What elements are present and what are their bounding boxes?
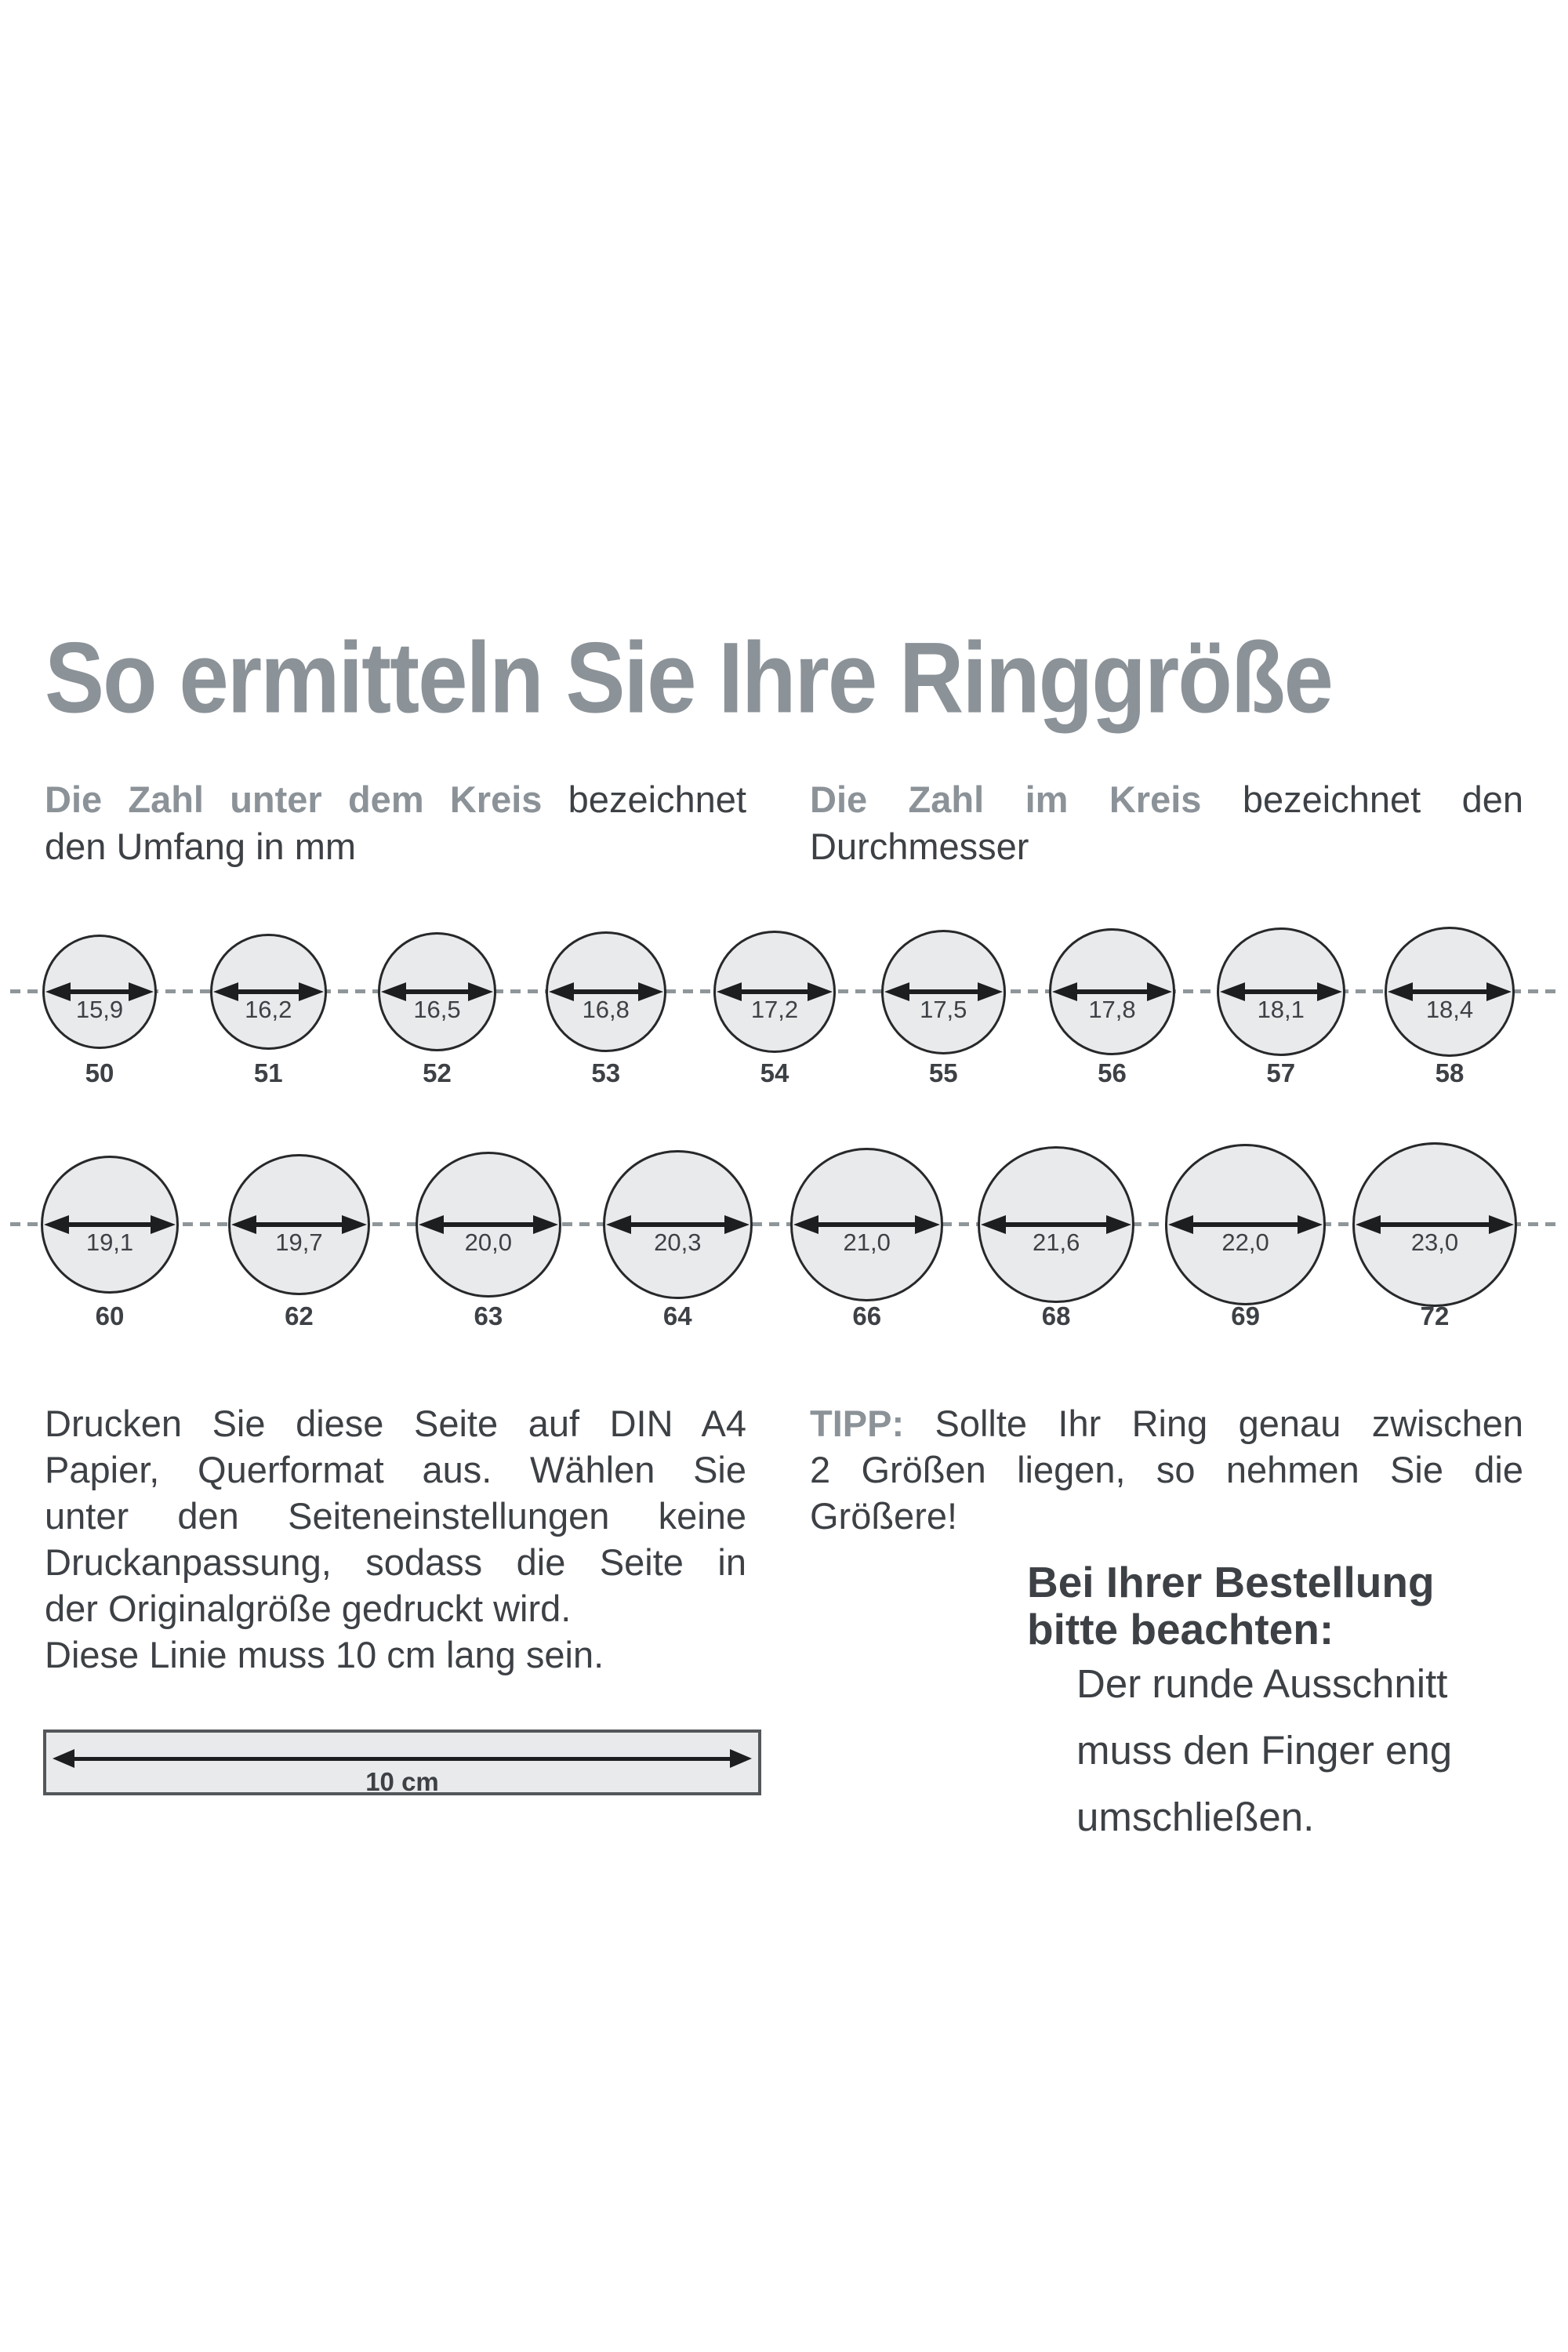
- circumference-label: 68: [1041, 1301, 1071, 1330]
- diameter-value: 19,7: [275, 1228, 323, 1256]
- circumference-label: 60: [95, 1301, 125, 1330]
- tip-line1: [810, 1400, 1523, 1446]
- ring-circle: [1385, 927, 1515, 1058]
- arrow-shaft: [238, 989, 299, 994]
- arrow-shaft: [1413, 989, 1487, 994]
- arrow-shaft: [71, 989, 129, 994]
- circumference-label: 69: [1231, 1301, 1260, 1330]
- tip-note: [810, 1400, 1523, 1539]
- circumference-label: 64: [662, 1301, 692, 1330]
- ring-circle: [42, 935, 157, 1049]
- intro-right-rest: bezeichnet den: [1242, 779, 1524, 820]
- ring-circle: [603, 1150, 753, 1300]
- ring-circle: [1352, 1142, 1517, 1307]
- ring-circle: [978, 1146, 1134, 1303]
- tip-line2: 2 Größen liegen, so nehmen Sie die: [810, 1449, 1523, 1490]
- print-instructions-line: unter den Seiteneinstellungen keine: [45, 1495, 746, 1537]
- circumference-label: 66: [852, 1301, 882, 1330]
- circumference-label: 58: [1435, 1058, 1465, 1087]
- arrow-shaft: [1381, 1222, 1489, 1227]
- intro-left-column: [45, 776, 746, 870]
- arrow-shaft: [74, 1757, 730, 1761]
- print-instructions-line: Druckanpassung, sodass die Seite in: [45, 1541, 746, 1583]
- diameter-value: 15,9: [75, 996, 124, 1023]
- arrowhead-left-icon: [53, 1749, 74, 1768]
- print-instructions: [45, 1400, 746, 1678]
- ring-circle: [378, 932, 496, 1051]
- ruler-arrow-icon: [53, 1749, 752, 1768]
- arrow-shaft: [406, 989, 468, 994]
- circumference-label: 72: [1420, 1301, 1450, 1330]
- ring-circle: [228, 1154, 370, 1296]
- diameter-value: 17,5: [920, 996, 967, 1023]
- tip-label: TIPP:: [810, 1403, 905, 1444]
- print-instructions-line: Drucken Sie diese Seite auf DIN A4: [45, 1403, 746, 1444]
- arrow-shaft: [1245, 989, 1317, 994]
- arrow-shaft: [1077, 989, 1148, 994]
- intro-left-line2: den Umfang in mm: [45, 826, 357, 867]
- diameter-value: 20,0: [464, 1228, 513, 1256]
- ring-circle: [790, 1148, 943, 1301]
- diameter-value: 22,0: [1221, 1228, 1269, 1256]
- circumference-label: 50: [85, 1058, 114, 1087]
- arrowhead-right-icon: [730, 1749, 752, 1768]
- circumference-label: 55: [928, 1058, 958, 1087]
- intro-right-highlight: Die Zahl im Kreis: [810, 779, 1202, 820]
- order-note-body-line: umschließen.: [1076, 1795, 1315, 1839]
- diameter-value: 23,0: [1410, 1228, 1459, 1256]
- print-instructions-line: Diese Linie muss 10 cm lang sein.: [45, 1634, 604, 1675]
- ring-circle: [881, 930, 1006, 1054]
- ruler-label: 10 cm: [365, 1767, 439, 1796]
- order-note-body: [1076, 1650, 1547, 1850]
- arrow-shaft: [631, 1222, 724, 1227]
- circumference-label: 53: [591, 1058, 621, 1087]
- diameter-value: 17,2: [750, 995, 799, 1023]
- intro-left-highlight: Die Zahl unter dem Kreis: [45, 779, 543, 820]
- arrow-shaft: [444, 1222, 533, 1227]
- circumference-label: 56: [1098, 1058, 1127, 1087]
- diameter-value: 21,0: [843, 1228, 891, 1256]
- arrow-shaft: [574, 989, 638, 994]
- circumference-label: 54: [760, 1058, 789, 1087]
- tip-text: Sollte Ihr Ring genau zwischen: [935, 1403, 1523, 1444]
- intro-right-line2: Durchmesser: [810, 826, 1029, 867]
- diameter-value: 21,6: [1032, 1228, 1080, 1256]
- intro-right-line1: [810, 776, 1523, 823]
- ring-circle: [1217, 927, 1345, 1056]
- diameter-value: 19,1: [85, 1229, 134, 1256]
- diameter-value: 18,1: [1257, 995, 1305, 1023]
- diameter-value: 17,8: [1088, 995, 1136, 1023]
- diameter-value: 20,3: [654, 1228, 702, 1256]
- order-note-body-line: Der runde Ausschnitt: [1076, 1661, 1448, 1706]
- print-instructions-line: der Originalgröße gedruckt wird.: [45, 1588, 572, 1629]
- intro-left-rest: bezeichnet: [568, 779, 747, 820]
- order-note-heading: [1027, 1559, 1544, 1653]
- arrow-shaft: [1193, 1222, 1298, 1227]
- arrow-shaft: [909, 989, 978, 994]
- ring-circle: [1165, 1144, 1326, 1305]
- arrow-shaft: [818, 1222, 915, 1227]
- ring-circle: [416, 1152, 561, 1298]
- intro-left-line1: [45, 776, 746, 823]
- ring-circle: [713, 931, 836, 1053]
- circumference-label: 57: [1266, 1058, 1296, 1087]
- arrow-shaft: [69, 1222, 151, 1227]
- page-title: So ermitteln Sie Ihre Ringgröße: [45, 622, 1332, 735]
- diameter-value: 16,2: [245, 995, 292, 1023]
- ring-circle: [41, 1156, 179, 1294]
- ring-circle: [210, 934, 327, 1051]
- tip-line3: Größere!: [810, 1495, 958, 1537]
- order-note-heading-line: Bei Ihrer Bestellung: [1027, 1558, 1435, 1606]
- intro-right-column: [810, 776, 1523, 870]
- diameter-value: 16,8: [582, 995, 630, 1023]
- arrow-shaft: [1006, 1222, 1106, 1227]
- diameter-value: 18,4: [1425, 995, 1474, 1023]
- print-instructions-line: Papier, Querformat aus. Wählen Sie: [45, 1449, 746, 1490]
- circumference-label: 62: [285, 1301, 314, 1330]
- ring-circle: [1049, 928, 1176, 1055]
- arrow-shaft: [256, 1222, 342, 1227]
- ring-circle: [546, 931, 666, 1052]
- arrow-shaft: [742, 989, 808, 994]
- circumference-label: 51: [253, 1058, 283, 1087]
- order-note-heading-line: bitte beachten:: [1027, 1605, 1334, 1653]
- circumference-label: 63: [474, 1301, 503, 1330]
- diameter-value: 16,5: [413, 995, 461, 1023]
- ten-cm-ruler: [43, 1730, 761, 1795]
- order-note-body-line: muss den Finger eng: [1076, 1728, 1453, 1773]
- circumference-label: 52: [423, 1058, 452, 1087]
